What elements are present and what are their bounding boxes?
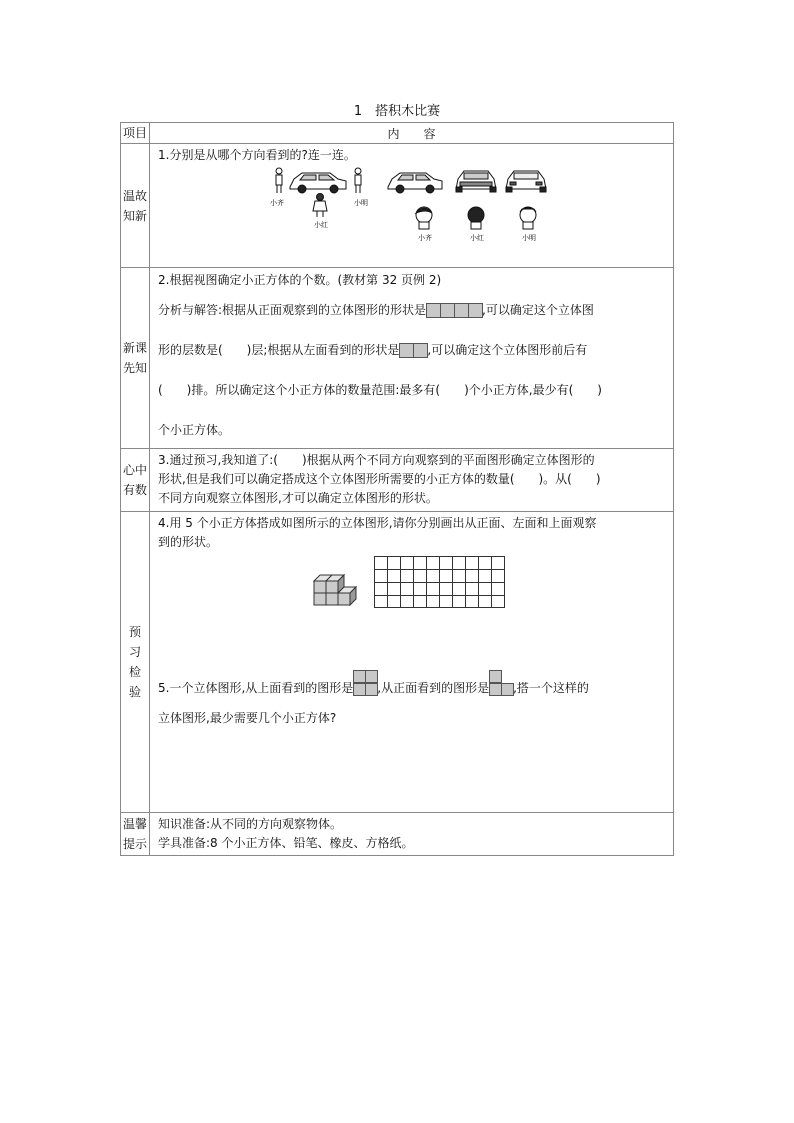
mind-content — [150, 449, 674, 512]
front-view-figure — [489, 670, 513, 696]
tip-knowledge: 知识准备:从不同的方向观察物体。 — [158, 817, 343, 831]
review-label-1: 温故 — [122, 188, 147, 203]
header-item: 项目 — [121, 123, 150, 144]
head-label-3: 小明 — [522, 234, 536, 242]
person-icon — [313, 194, 327, 218]
mind-line-3: 不同方向观察立体图形,才可以确定立体图形的形状。 — [158, 491, 438, 505]
tips-label — [121, 813, 150, 856]
q4-line-2: 到的形状。 — [158, 535, 219, 549]
mind-label-1: 心中 — [122, 463, 147, 477]
car-scene-figure — [270, 165, 670, 243]
page-title: 1 搭积木比赛 — [353, 104, 441, 119]
q5-line-2: 立体图形,最少需要几个小正方体? — [158, 711, 337, 725]
cube-stack-icon — [313, 570, 363, 606]
tips-row — [121, 813, 674, 856]
mind-label-2: 有数 — [122, 483, 147, 497]
q4-line-1: 4.用 5 个小正方体搭成如图所示的立体图形,请你分别画出从正面、左面和上面观察 — [158, 516, 597, 530]
label-xiaoming: 小明 — [354, 199, 368, 207]
review-question: 1.分别是从哪个方向看到的?连一连。 — [158, 148, 356, 162]
top-view-figure — [353, 670, 377, 696]
label-xiaohong: 小红 — [314, 221, 328, 229]
person-icon — [355, 168, 361, 193]
newlesson-line-2 — [158, 340, 667, 361]
preview-label-1: 预 — [128, 625, 141, 639]
child-head-icon — [520, 207, 536, 229]
q4-figures — [158, 556, 667, 626]
newlesson-label-1: 新课 — [122, 341, 147, 355]
newlesson-text: 分析与解答:根据从正面观察到的立体图形的形状是 — [158, 303, 427, 317]
header-row — [121, 123, 674, 144]
preview-label-2: 习 — [128, 645, 141, 659]
car-icon — [388, 173, 442, 193]
newlesson-question: 2.根据视图确定小正方体的个数。(教材第 32 页例 2) — [158, 273, 442, 287]
mind-line-2: 形状,但是我们可以确定搭成这个立体图形所需要的小正方体的数量( )。从( ) — [158, 472, 601, 486]
grid-paper-icon — [374, 556, 506, 608]
tips-label-1: 温馨 — [122, 817, 147, 831]
q5-text: 5.一个立体图形,从上面看到的图形是 — [158, 681, 354, 695]
mind-line-1: 3.通过预习,我知道了:( )根据从两个不同方向观察到的平面图形确定立体图形的 — [158, 453, 595, 467]
newlesson-row — [121, 268, 674, 449]
q5-text: ,搭一个这样的 — [513, 681, 589, 695]
review-label — [121, 144, 150, 268]
mind-label — [121, 449, 150, 512]
tip-tools: 学具准备:8 个小正方体、铅笔、橡皮、方格纸。 — [158, 836, 414, 850]
preview-label — [121, 512, 150, 813]
preview-content — [150, 512, 674, 813]
header-content: 内 容 — [150, 123, 674, 144]
car-icon — [456, 171, 496, 192]
newlesson-content — [150, 268, 674, 449]
child-head-icon — [416, 207, 432, 229]
newlesson-line-1 — [158, 300, 667, 321]
label-xiaoqi: 小齐 — [270, 199, 284, 207]
head-label-1: 小齐 — [418, 234, 432, 242]
newlesson-text: ,可以确定这个立体图 — [482, 303, 594, 317]
newlesson-text: ,可以确定这个立体图形前后有 — [427, 343, 588, 357]
preview-label-4: 验 — [128, 685, 141, 699]
preview-row — [121, 512, 674, 813]
child-head-icon — [468, 207, 484, 229]
car-icon — [290, 173, 346, 193]
review-row — [121, 144, 674, 268]
tips-label-2: 提示 — [122, 837, 147, 851]
preview-label-3: 检 — [128, 665, 141, 679]
car-icon — [506, 171, 546, 192]
newlesson-label — [121, 268, 150, 449]
q5-line-1 — [158, 670, 667, 698]
newlesson-text: 形的层数是( )层;根据从左面看到的形状是 — [158, 343, 400, 357]
person-icon — [276, 168, 282, 193]
review-figures — [158, 165, 667, 265]
newlesson-line-4: 个小正方体。 — [158, 423, 231, 437]
mind-row — [121, 449, 674, 512]
q5-text: ,从正面看到的图形是 — [377, 681, 490, 695]
worksheet-table — [120, 122, 674, 856]
tips-content — [150, 813, 674, 856]
newlesson-label-2: 先知 — [122, 361, 147, 375]
left-view-figure — [399, 343, 427, 358]
review-content — [150, 144, 674, 268]
front-view-figure — [426, 303, 482, 318]
review-label-2: 知新 — [122, 208, 147, 223]
head-label-2: 小红 — [470, 234, 484, 242]
newlesson-line-3: ( )排。所以确定这个小正方体的数量范围:最多有( )个小正方体,最少有( ) — [158, 383, 602, 397]
